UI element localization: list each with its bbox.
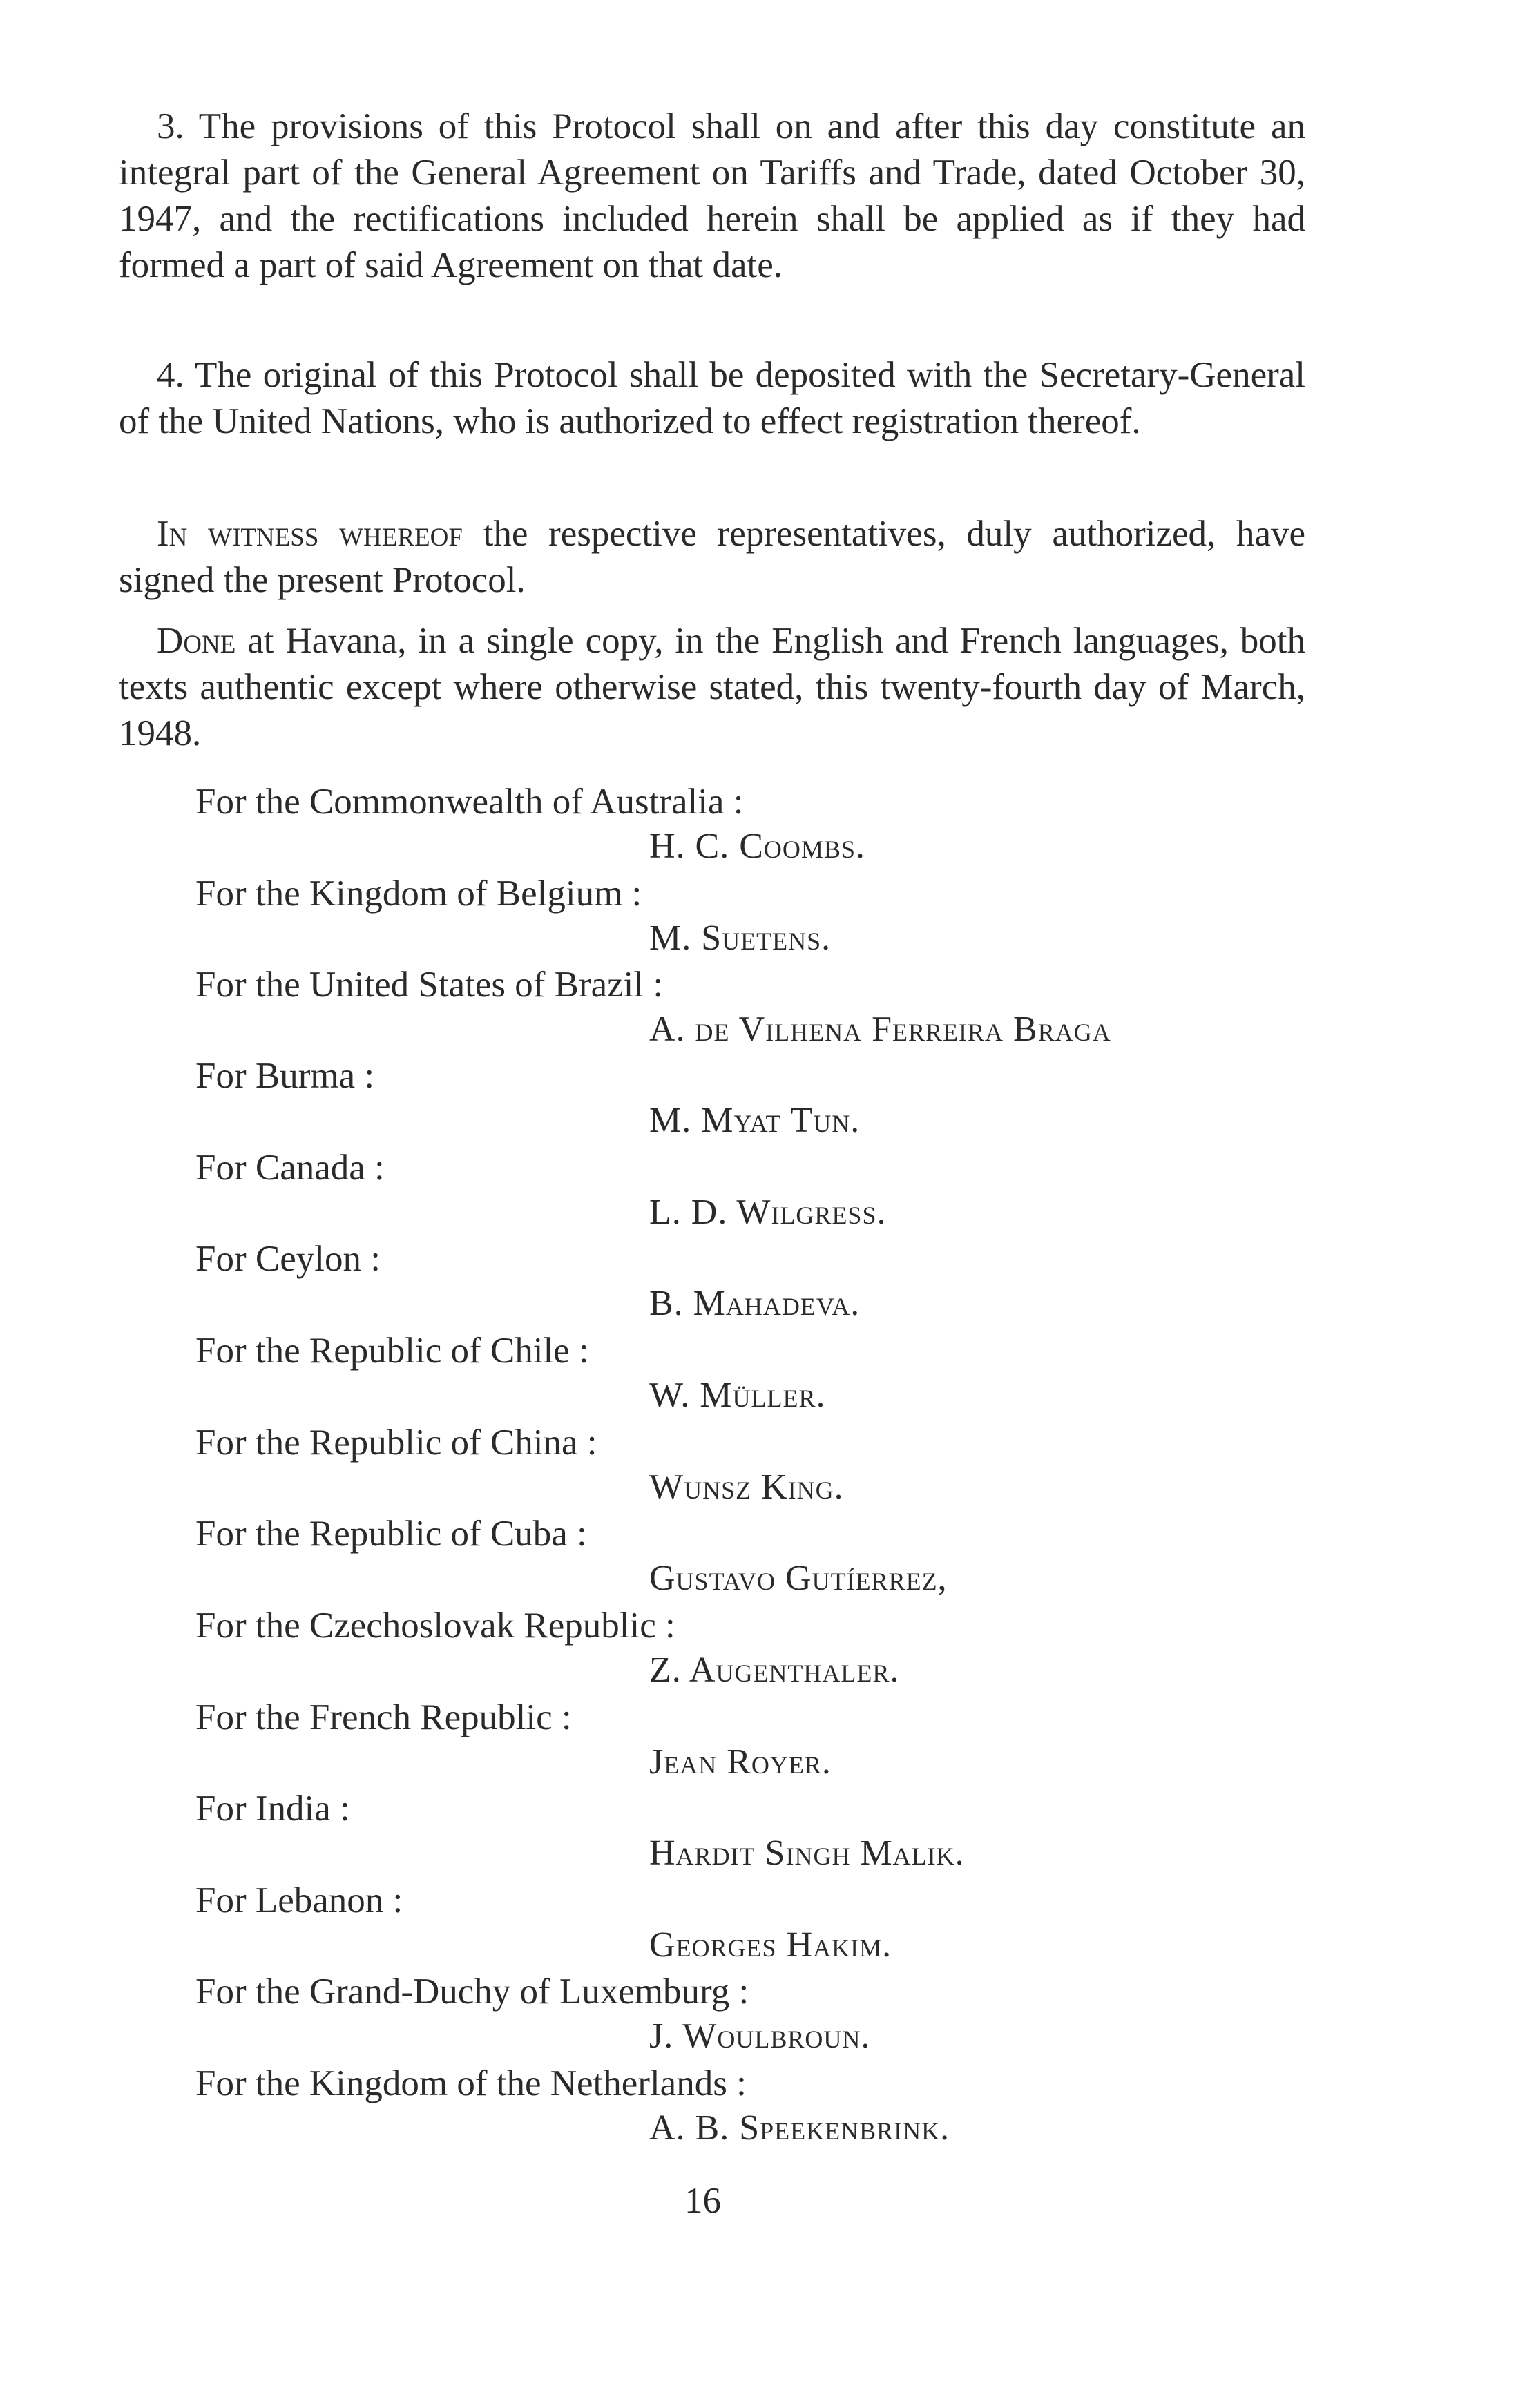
signatory-name-luxemburg: J. Woulbroun. bbox=[649, 2016, 871, 2056]
witness-clause bbox=[119, 511, 1305, 604]
signatory-name-lebanon: Georges Hakim. bbox=[649, 1925, 892, 1965]
signatory-name-burma: M. Myat Tun. bbox=[649, 1101, 861, 1140]
signatory-country-australia: For the Commonwealth of Australia : bbox=[195, 782, 744, 822]
done-lead: Done bbox=[157, 621, 236, 661]
signatory-name-china: Wunsz King. bbox=[649, 1467, 844, 1507]
signatory-country-chile: For the Republic of Chile : bbox=[195, 1331, 589, 1371]
signatory-country-netherlands: For the Kingdom of the Netherlands : bbox=[195, 2063, 747, 2103]
signatory-country-lebanon: For Lebanon : bbox=[195, 1880, 403, 1920]
page-number: 16 bbox=[684, 2181, 721, 2221]
signatory-country-china: For the Republic of China : bbox=[195, 1423, 597, 1463]
signatory-country-belgium: For the Kingdom of Belgium : bbox=[195, 874, 642, 914]
done-text: at Havana, in a single copy, in the English and French languages, both texts authentic except where otherwise stated, this twenty-fourth day of March, 1948. bbox=[119, 621, 1305, 753]
signatory-country-india: For India : bbox=[195, 1789, 350, 1829]
signatory-name-india: Hardit Singh Malik. bbox=[649, 1833, 965, 1873]
signatory-name-brazil: A. de Vilhena Ferreira Braga bbox=[649, 1010, 1111, 1049]
signatory-name-chile: W. Müller. bbox=[649, 1376, 826, 1415]
signatory-country-canada: For Canada : bbox=[195, 1148, 385, 1188]
signatory-name-netherlands: A. B. Speekenbrink. bbox=[649, 2108, 950, 2148]
signatory-country-brazil: For the United States of Brazil : bbox=[195, 965, 664, 1005]
witness-text: the respective representatives, duly authorized, have signed the present Protocol. bbox=[119, 514, 1305, 600]
signatory-country-czechoslovakia: For the Czechoslovak Republic : bbox=[195, 1606, 675, 1646]
witness-lead: In witness whereof bbox=[157, 514, 463, 554]
done-clause bbox=[119, 618, 1305, 757]
signatory-name-cuba: Gustavo Gutíerrez, bbox=[649, 1559, 948, 1598]
signatory-name-canada: L. D. Wilgress. bbox=[649, 1193, 887, 1232]
signatory-name-belgium: M. Suetens. bbox=[649, 918, 832, 958]
signatory-country-burma: For Burma : bbox=[195, 1056, 375, 1096]
signatory-name-czechoslovakia: Z. Augenthaler. bbox=[649, 1650, 900, 1690]
signatory-country-ceylon: For Ceylon : bbox=[195, 1239, 381, 1279]
signatory-name-ceylon: B. Mahadeva. bbox=[649, 1284, 861, 1323]
signatory-country-cuba: For the Republic of Cuba : bbox=[195, 1514, 587, 1554]
signatory-country-france: For the French Republic : bbox=[195, 1697, 572, 1737]
paragraph-4-text: 4. The original of this Protocol shall be deposited with the Secretary-General of the United Nations, who is authorized to effect registration thereof. bbox=[119, 355, 1305, 441]
signatory-name-france: Jean Royer. bbox=[649, 1742, 832, 1782]
paragraph-3-text: 3. The provisions of this Protocol shall on and after this day constitute an integral part of the General Agreement on Tariffs and Trade, dated October 30, 1947, and the rectifications included herein shall be applied as if they had formed a part of said Agreement on that date. bbox=[119, 106, 1305, 285]
signatory-country-luxemburg: For the Grand-Duchy of Luxemburg : bbox=[195, 1972, 749, 2012]
signatory-name-australia: H. C. Coombs. bbox=[649, 827, 865, 866]
paragraph-4 bbox=[119, 352, 1305, 445]
paragraph-3 bbox=[119, 104, 1305, 289]
